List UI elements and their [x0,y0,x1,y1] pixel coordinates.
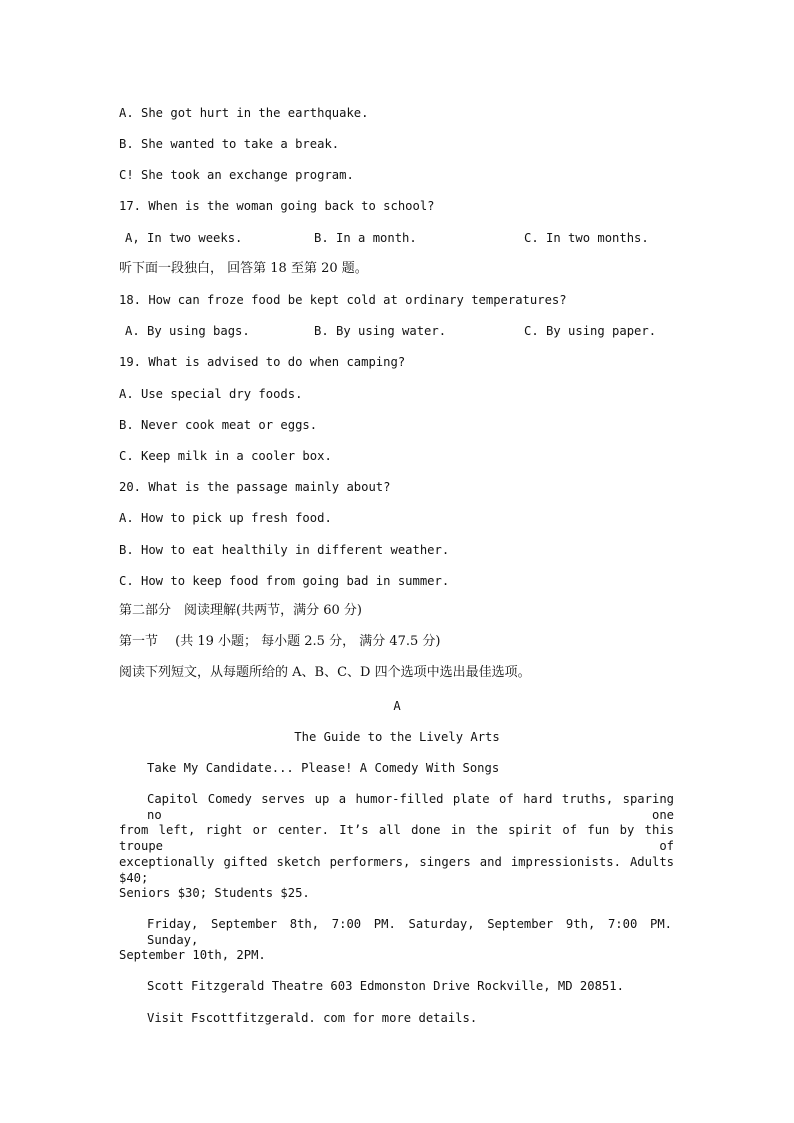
reading-instruction: 阅读下列短文，从每题所给的 A、B、C、D 四个选项中选出最佳选项。 [119,665,531,680]
option-19b: B. Never cook meat or eggs. [119,418,318,432]
option-20c: C. How to keep food from going bad in summer. [119,574,450,588]
option-17c: C. In two months. [524,231,649,245]
option-19c: C. Keep milk in a cooler box. [119,449,332,463]
option-16c: C! She took an exchange program. [119,168,354,182]
paragraph-1-line-3: exceptionally gifted sketch performers, singers and impressionists. Adults $40; [119,855,674,885]
question-17: 17. When is the woman going back to school? [119,199,435,213]
paragraph-1-line-2: from left, right or center. It’s all done in the spirit of fun by this troupe of [119,823,674,853]
paragraph-1-line-4: Seniors $30; Students $25. [119,886,310,900]
question-18: 18. How can froze food be kept cold at ordinary temperatures? [119,293,567,307]
paragraph-2-line-2: September 10th, 2PM. [119,948,266,962]
passage-letter: A [393,699,401,713]
option-17a: A, In two weeks. [125,231,243,245]
option-19a: A. Use special dry foods. [119,387,303,401]
venue-address: Scott Fitzgerald Theatre 603 Edmonston Drive Rockville, MD 20851. [147,979,624,993]
option-18c: C. By using paper. [524,324,657,338]
part-two-heading: 第二部分 阅读理解(共两节，满分 60 分) [119,603,362,618]
option-17b: B. In a month. [314,231,417,245]
option-20b: B. How to eat healthily in different weather. [119,543,450,557]
paragraph-2-line-1: Friday, September 8th, 7:00 PM. Saturday, September 9th, 7:00 PM. Sunday, [147,917,672,947]
section-one-heading: 第一节 (共 19 小题； 每小题 2.5 分， 满分 47.5 分) [119,634,441,649]
option-18b: B. By using water. [314,324,447,338]
visit-website: Visit Fscottfitzgerald. com for more details. [147,1011,478,1025]
question-19: 19. What is advised to do when camping? [119,355,406,369]
option-16a: A. She got hurt in the earthquake. [119,106,369,120]
option-16b: B. She wanted to take a break. [119,137,340,151]
question-20: 20. What is the passage mainly about? [119,480,391,494]
passage-title: The Guide to the Lively Arts [294,730,500,744]
paragraph-1-line-1: Capitol Comedy serves up a humor-filled plate of hard truths, sparing no one [147,792,674,822]
option-20a: A. How to pick up fresh food. [119,511,332,525]
option-18a: A. By using bags. [125,324,250,338]
show-title: Take My Candidate... Please! A Comedy With Songs [147,761,500,775]
instruction-18-20: 听下面一段独白， 回答第 18 至第 20 题。 [119,261,368,276]
